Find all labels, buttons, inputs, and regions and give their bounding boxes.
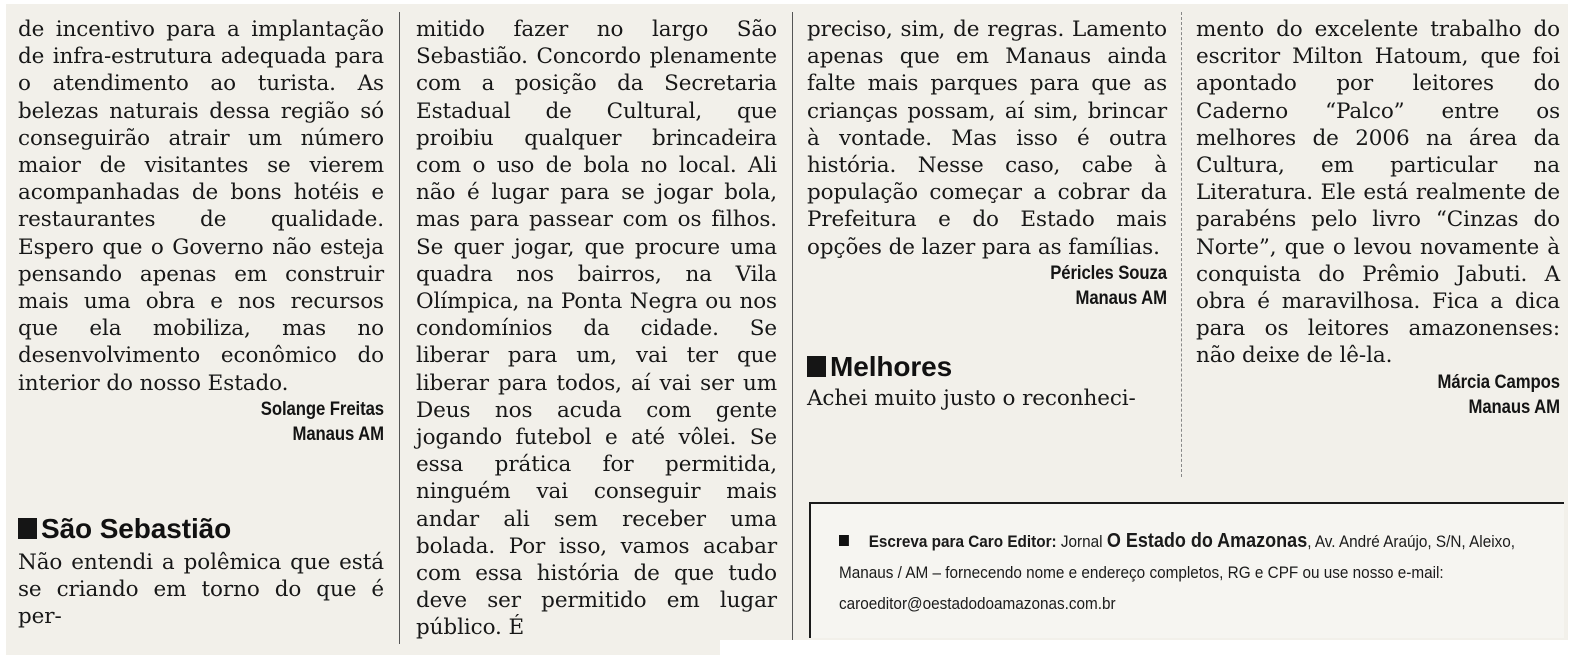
column-3 <box>807 16 1167 412</box>
heading-square-icon <box>807 356 826 377</box>
newspaper-name: O Estado do Amazonas <box>1106 530 1308 552</box>
letter-signature-name: Márcia Campos <box>1437 371 1560 393</box>
heading-square-icon <box>18 518 37 539</box>
section-heading-sao-sebastiao <box>18 513 384 545</box>
letter-signature-city: Manaus AM <box>292 423 384 445</box>
torn-edge <box>720 640 1576 667</box>
contact-jornal: Jornal <box>1060 532 1103 551</box>
letter-paragraph: preciso, sim, de regras. Lamento apenas que em Manaus ainda falte mais parques para que as crianças possam, aí sim, brincar à vontade. Mas isso é outra história. Nesse caso, cabe à população começar a cobrar da Prefeitura e do Estado mais opções de lazer para as famílias. <box>807 17 1167 260</box>
section-heading-melhores <box>807 351 1167 383</box>
column-separator-dashed <box>1181 12 1182 477</box>
letter-signature-name: Péricles Souza <box>1050 262 1167 284</box>
bullet-square-icon <box>839 535 849 546</box>
heading-text: Melhores <box>830 350 953 382</box>
column-4 <box>1196 16 1560 420</box>
column-separator <box>399 12 400 644</box>
newspaper-clipping <box>6 4 1568 655</box>
letter-signature-city: Manaus AM <box>1075 287 1167 309</box>
letter-signature-name: Solange Freitas <box>260 398 384 420</box>
column-1 <box>18 16 384 630</box>
column-2 <box>416 16 777 642</box>
letter-paragraph: mitido fazer no largo São Sebastião. Concordo plenamente com a posição da Secretaria Estadual de Cultural, que proibiu qualquer brincadeira com o uso de bola no local. Ali não é lugar para se jogar bola, mas para passear com os filhos. Se quer jogar, que procure uma quadra nos bairros, na Vila Olímpica, na Ponta Negra ou nos condomínios da cidade. Se liberar para um, vai ter que liberar para todos, aí vai ser um Deus nos acuda com gente jogando futebol e até vôlei. Se essa prática for permitida, ninguém vai conseguir mais andar ali sem receber uma bolada. Por isso, vamos acabar com essa história de que tudo deve ser permitido em lugar público. É <box>416 17 777 641</box>
letter-paragraph: Achei muito justo o reconheci- <box>807 385 1136 411</box>
contact-box <box>809 502 1564 638</box>
heading-text: São Sebastião <box>41 512 232 544</box>
contact-address: , Av. André Araújo, S/N, Aleixo, Manaus / AM – fornecendo nome e endereço completos, RG e CPF ou use nosso e-mail: caroeditor@oestadodoamazonas.com.br <box>839 532 1516 613</box>
letter-paragraph: Não entendi a polêmica que está se criando em torno do que é per- <box>18 549 384 630</box>
letter-paragraph: de incentivo para a implantação de infra-estrutura adequada para o atendimento ao turista. As belezas naturais dessa região só conseguirão atrair um número maior de visitantes se vierem acompanhadas de bons hotéis e restaurantes de qualidade. Espero que o Governo não esteja pensando apenas em construir mais uma obra e nos recursos que ela mobiliza, mas no desenvolvimento econômico do interior do nosso Estado. <box>18 17 384 396</box>
letter-signature-city: Manaus AM <box>1468 396 1560 418</box>
column-separator <box>792 12 793 644</box>
contact-text <box>839 526 1541 619</box>
contact-label: Escreva para Caro Editor: <box>868 532 1057 551</box>
letter-paragraph: mento do excelente trabalho do escritor Milton Hatoum, que foi apontado por leitores do Caderno “Palco” entre os melhores de 2006 na área da Cultura, em particular na Literatura. Ele está realmente de parabéns pelo livro “Cinzas do Norte”, que o levou novamente à conquista do Prêmio Jabuti. A obra é maravilhosa. Fica a dica para os leitores amazonenses: não deixe de lê-la. <box>1196 17 1560 369</box>
